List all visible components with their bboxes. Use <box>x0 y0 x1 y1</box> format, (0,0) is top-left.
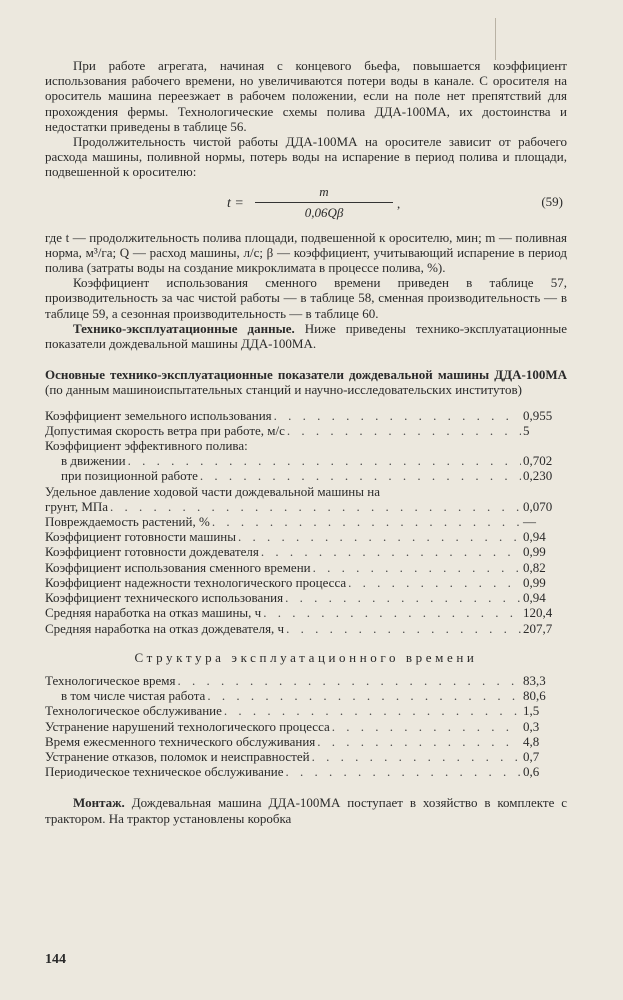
indicator-label: Коэффициент использования сменного времени <box>45 559 311 575</box>
paragraph-montage-bold: Монтаж. <box>73 795 125 811</box>
time-row <box>45 734 567 749</box>
indicator-value: 0,94 <box>523 590 546 606</box>
margin-mark <box>495 18 496 60</box>
leader-dots <box>128 453 521 468</box>
indicator-label: Коэффициент земельного использования <box>45 407 272 423</box>
indicator-value: 0,070 <box>523 498 553 514</box>
indicator-value: 0,230 <box>523 468 553 484</box>
indicator-row <box>45 575 567 590</box>
indicator-value: 0,99 <box>523 544 546 560</box>
leader-dots <box>332 719 521 734</box>
page-number: 144 <box>45 952 66 967</box>
time-value: 80,6 <box>523 688 546 704</box>
time-label: Технологическое время <box>45 672 176 688</box>
formula-59 <box>45 184 567 228</box>
leader-dots <box>286 621 521 636</box>
indicator-label: грунт, МПа <box>45 498 109 514</box>
indicator-value: 0,82 <box>523 559 546 575</box>
indicator-row <box>45 423 567 438</box>
indicator-label: Средняя наработка на отказ дождевателя, ч <box>45 620 285 636</box>
time-structure-table <box>45 673 567 779</box>
leader-dots <box>312 749 521 764</box>
time-row <box>45 749 567 764</box>
paragraph-4: Коэффициент использования сменного времени приведен в таблице 57, производительность за час чистой работы — в таблице 58, сменная производительность — в таблице 59, а сезонная производительность — в таблице 60. <box>45 275 567 321</box>
indicator-label: Коэффициент эффективного полива: <box>45 438 248 454</box>
indicator-row <box>45 590 567 605</box>
leader-dots <box>224 703 521 718</box>
formula-lhs: t = <box>227 195 244 211</box>
time-row <box>45 719 567 734</box>
time-value: 83,3 <box>523 672 546 688</box>
formula-numerator: m <box>319 183 329 199</box>
page-content <box>45 58 567 826</box>
formula-denominator: 0,06Qβ <box>304 204 344 220</box>
leader-dots <box>285 590 521 605</box>
paragraph-5 <box>45 321 567 351</box>
indicators-table <box>45 408 567 636</box>
leader-dots <box>110 499 521 514</box>
indicator-row <box>45 468 567 483</box>
indicator-label: Повреждаемость растений, % <box>45 514 210 530</box>
indicator-value: 207,7 <box>523 620 553 636</box>
time-label: Устранение отказов, поломок и неисправностей <box>45 748 310 764</box>
time-label: Устранение нарушений технологического процесса <box>45 718 330 734</box>
time-label: в том числе чистая работа <box>61 688 206 704</box>
indicator-label: Коэффициент надежности технологического процесса <box>45 574 347 590</box>
paragraph-montage-text: Дождевальная машина ДДА-100МА поступает в хозяйство в комплекте с трактором. На трактор установлены коробка <box>45 795 567 826</box>
leader-dots <box>238 529 521 544</box>
indicator-label: Допустимая скорость ветра при работе, м/с <box>45 422 285 438</box>
indicator-label: Средняя наработка на отказ машины, ч <box>45 605 262 621</box>
indicator-value: — <box>523 514 536 530</box>
leader-dots <box>261 544 521 559</box>
time-value: 0,7 <box>523 748 540 764</box>
leader-dots <box>200 468 521 483</box>
formula-comma: , <box>397 195 401 211</box>
indicator-row <box>45 499 567 514</box>
leader-dots <box>287 423 521 438</box>
indicator-value: 5 <box>523 422 530 438</box>
time-label: Технологическое обслуживание <box>45 703 222 719</box>
paragraph-5-text: Ниже приведены технико-эксплуатационные показатели дождевальной машины ДДА-100МА. <box>45 320 568 352</box>
indicator-label: Коэффициент готовности дождевателя <box>45 544 259 560</box>
table-heading-text: (по данным машиноиспытательных станций и научно-исследовательских институтов) <box>45 382 523 398</box>
indicator-label: Коэффициент технического использования <box>45 590 284 606</box>
indicator-value: 0,99 <box>523 574 546 590</box>
leader-dots <box>177 673 521 688</box>
indicator-value: 120,4 <box>523 605 553 621</box>
indicator-label: Удельное давление ходовой части дождевальной машины на <box>45 483 380 499</box>
indicator-value: 0,702 <box>523 453 553 469</box>
time-value: 0,3 <box>523 718 540 734</box>
leader-dots <box>317 734 521 749</box>
time-row <box>45 688 567 703</box>
indicator-row <box>45 408 567 423</box>
indicator-row <box>45 453 567 468</box>
indicator-row <box>45 484 567 499</box>
paragraph-2: Продолжительность чистой работы ДДА-100МА на оросителе зависит от рабочего расхода машины, поливной нормы, потерь воды на испарение в период полива и площади, подвешенной к оросителю: <box>45 134 567 180</box>
paragraph-3: где t — продолжительность полива площади, подвешенной к оросителю, мин; m — поливная норма, м³/га; Q — расход машины, л/с; β — коэффициент, учитывающий испарение в период полива (затраты воды на создание микроклимата в процессе полива, %). <box>45 229 567 276</box>
time-value: 0,6 <box>523 764 540 780</box>
indicator-label: при позиционной работе <box>61 468 198 484</box>
table-heading-bold: Основные технико-эксплуатационные показатели дождевальной машины ДДА-100МА <box>45 367 567 383</box>
leader-dots <box>212 514 521 529</box>
time-row <box>45 703 567 718</box>
indicator-row <box>45 438 567 453</box>
indicator-row <box>45 621 567 636</box>
indicator-row <box>45 544 567 559</box>
leader-dots <box>286 764 521 779</box>
leader-dots <box>313 560 521 575</box>
indicator-value: 0,94 <box>523 529 546 545</box>
indicator-label: Коэффициент готовности машины <box>45 529 236 545</box>
time-row <box>45 673 567 688</box>
indicator-row <box>45 560 567 575</box>
indicator-value: 0,955 <box>523 407 553 423</box>
fraction-bar <box>255 202 393 203</box>
paragraph-5-bold: Технико-эксплуатационные данные. <box>73 320 295 336</box>
indicator-row <box>45 514 567 529</box>
time-value: 1,5 <box>523 703 540 719</box>
formula-number: (59) <box>541 193 563 209</box>
table-heading <box>45 367 567 397</box>
formula-fraction <box>255 184 393 220</box>
leader-dots <box>263 605 521 620</box>
time-row <box>45 764 567 779</box>
leader-dots <box>207 688 521 703</box>
leader-dots <box>348 575 521 590</box>
indicator-label: в движении <box>61 453 126 469</box>
indicator-row <box>45 529 567 544</box>
leader-dots <box>274 408 521 423</box>
time-label: Периодическое техническое обслуживание <box>45 764 284 780</box>
indicator-row <box>45 605 567 620</box>
time-structure-title: Структура эксплуатационного времени <box>134 649 478 665</box>
time-label: Время ежесменного технического обслуживания <box>45 733 316 749</box>
time-value: 4,8 <box>523 733 540 749</box>
paragraph-1: При работе агрегата, начиная с концевого бьефа, повышается коэффициент использования рабочего времени, но увеличиваются потери воды в канале. С оросителя на ороситель машина переезжает в рабочем положении, если на поле нет препятствий для прохождения фермы. Технологические схемы полива ДДА-100МА, их достоинства и недостатки приведены в таблице 56. <box>45 58 567 134</box>
paragraph-montage <box>45 795 567 825</box>
